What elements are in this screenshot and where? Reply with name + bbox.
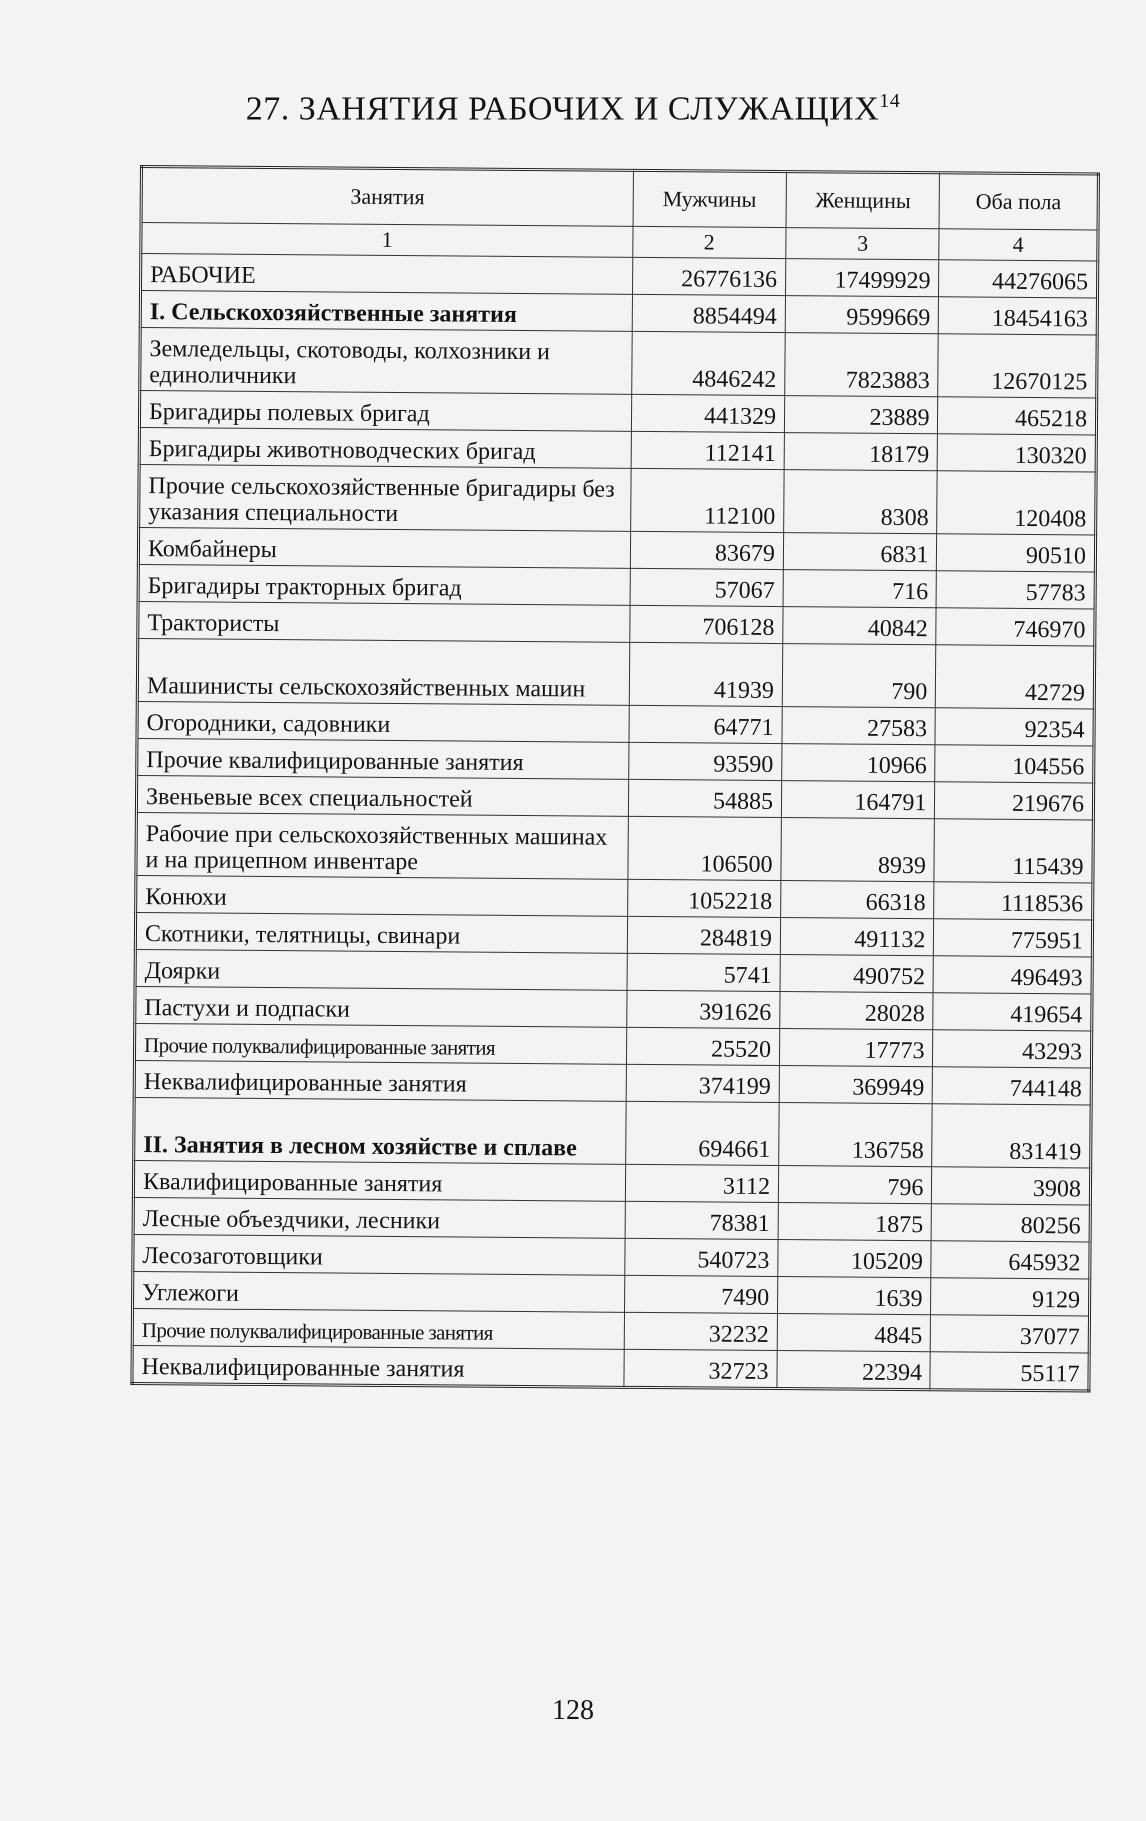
- table-row: [137, 638, 1094, 709]
- row-label: Доярки: [135, 949, 627, 990]
- row-label: Земледельцы, скотоводы, колхозники и единоличники: [140, 328, 632, 395]
- total-value: 44276065: [939, 260, 1098, 298]
- men-value: 26776136: [632, 257, 786, 295]
- men-value: 32232: [624, 1312, 778, 1350]
- table-row: [136, 812, 1093, 883]
- row-label: РАБОЧИЕ: [141, 254, 633, 295]
- total-value: 746970: [936, 608, 1095, 646]
- header-both: Оба пола: [939, 173, 1098, 230]
- total-value: 3908: [932, 1167, 1091, 1205]
- total-value: 57783: [937, 571, 1096, 609]
- women-value: 22394: [777, 1351, 931, 1390]
- total-value: 80256: [932, 1204, 1091, 1242]
- total-value: 775951: [934, 919, 1093, 957]
- women-value: 8308: [784, 470, 938, 534]
- men-value: 706128: [629, 605, 783, 643]
- men-value: 32723: [623, 1349, 777, 1388]
- men-value: 112100: [630, 468, 784, 532]
- table-row: [134, 1097, 1091, 1168]
- total-value: 104556: [935, 745, 1094, 783]
- men-value: 3112: [625, 1164, 779, 1202]
- men-value: 694661: [625, 1101, 779, 1165]
- row-label: Звеньевые всех специальностей: [136, 775, 628, 816]
- column-number: 1: [141, 223, 633, 258]
- men-value: 106500: [627, 816, 781, 880]
- men-value: 391626: [626, 990, 780, 1028]
- women-value: 17773: [779, 1029, 933, 1067]
- women-value: 136758: [779, 1103, 933, 1167]
- row-label: Прочие полуквалифицированные занятия: [132, 1308, 624, 1349]
- total-value: 92354: [935, 708, 1094, 746]
- total-value: 115439: [934, 819, 1093, 883]
- men-value: 7490: [624, 1275, 778, 1313]
- table-row: [139, 465, 1096, 536]
- row-label: Бригадиры полевых бригад: [139, 391, 631, 432]
- footnote-mark: 14: [879, 90, 901, 112]
- page-title: 27. ЗАНЯТИЯ РАБОЧИХ И СЛУЖАЩИХ$^{14}$: [245, 90, 901, 128]
- occupations-table: [130, 165, 1100, 1393]
- column-number: 2: [632, 226, 786, 258]
- row-label: Прочие квалифицированные занятия: [137, 738, 629, 779]
- men-value: 374199: [626, 1064, 780, 1102]
- total-value: 744148: [933, 1067, 1092, 1105]
- row-label: Прочие сельскохозяйственные бригадиры без указания специальности: [139, 465, 631, 532]
- row-label: Прочие полуквалифицированные занятия: [134, 1023, 626, 1064]
- women-value: 105209: [778, 1240, 932, 1278]
- page-number: 128: [552, 1695, 594, 1726]
- row-label: Пастухи и подпаски: [135, 986, 627, 1027]
- total-value: 42729: [936, 645, 1095, 709]
- women-value: 796: [778, 1166, 932, 1204]
- row-label: Неквалифицированные занятия: [134, 1060, 626, 1101]
- women-value: 490752: [780, 955, 934, 993]
- row-label: Конюхи: [136, 875, 628, 916]
- total-value: 120408: [937, 471, 1096, 535]
- women-value: 9599669: [785, 296, 939, 334]
- row-label: Неквалифицированные занятия: [132, 1345, 624, 1387]
- men-value: 25520: [626, 1027, 780, 1065]
- row-label: I. Сельскохозяйственные занятия: [140, 291, 632, 332]
- total-value: 90510: [937, 534, 1096, 572]
- men-value: 540723: [624, 1238, 778, 1276]
- column-number: 4: [939, 229, 1098, 261]
- men-value: 41939: [629, 642, 783, 706]
- total-value: 130320: [938, 434, 1097, 472]
- men-value: 284819: [627, 916, 781, 954]
- total-value: 18454163: [939, 297, 1098, 335]
- row-label: Комбайнеры: [138, 528, 630, 569]
- men-value: 5741: [627, 953, 781, 991]
- women-value: 23889: [784, 396, 938, 434]
- total-value: 419654: [933, 993, 1092, 1031]
- row-label: Рабочие при сельскохозяйственных машинах и на прицепном инвентаре: [136, 812, 628, 879]
- total-value: 465218: [938, 397, 1097, 435]
- total-value: 645932: [931, 1241, 1090, 1279]
- men-value: 83679: [630, 531, 784, 569]
- women-value: 491132: [780, 918, 934, 956]
- total-value: 12670125: [938, 334, 1097, 398]
- women-value: 40842: [783, 607, 937, 645]
- women-value: 18179: [784, 433, 938, 471]
- women-value: 17499929: [785, 259, 939, 297]
- men-value: 441329: [631, 394, 785, 432]
- women-value: 27583: [782, 707, 936, 745]
- column-number: 3: [786, 228, 940, 260]
- men-value: 64771: [629, 705, 783, 743]
- total-value: 831419: [932, 1104, 1091, 1168]
- women-value: 716: [783, 570, 937, 608]
- table-header-row: [141, 167, 1098, 231]
- row-label: II. Занятия в лесном хозяйстве и сплаве: [134, 1097, 626, 1164]
- men-value: 57067: [630, 568, 784, 606]
- men-value: 1052218: [627, 879, 781, 917]
- total-value: 219676: [935, 782, 1094, 820]
- row-label: Квалифицированные занятия: [133, 1160, 625, 1201]
- men-value: 4846242: [631, 331, 785, 395]
- row-label: Лесозаготовщики: [133, 1234, 625, 1275]
- men-value: 8854494: [632, 294, 786, 332]
- men-value: 78381: [625, 1201, 779, 1239]
- women-value: 6831: [783, 533, 937, 571]
- men-value: 112141: [631, 431, 785, 469]
- row-label: Бригадиры тракторных бригад: [138, 564, 630, 605]
- men-value: 54885: [628, 779, 782, 817]
- women-value: 8939: [781, 818, 935, 882]
- women-value: 10966: [782, 744, 936, 782]
- total-value: 9129: [931, 1278, 1090, 1316]
- women-value: 790: [782, 644, 936, 708]
- women-value: 66318: [781, 881, 935, 919]
- row-label: Огородники, садовники: [137, 701, 629, 742]
- row-label: Скотники, телятницы, свинари: [135, 912, 627, 953]
- women-value: 369949: [779, 1066, 933, 1104]
- table-row: [140, 328, 1097, 399]
- table-row: [132, 1345, 1089, 1391]
- row-label: Углежоги: [133, 1271, 625, 1312]
- row-label: Лесные объездчики, лесники: [133, 1197, 625, 1238]
- header-occupations: Занятия: [141, 167, 633, 227]
- total-value: 1118536: [934, 882, 1093, 920]
- women-value: 28028: [780, 992, 934, 1030]
- women-value: 1875: [778, 1203, 932, 1241]
- row-label: Трактористы: [138, 601, 630, 642]
- women-value: 164791: [781, 781, 935, 819]
- total-value: 43293: [933, 1030, 1092, 1068]
- header-women: Женщины: [786, 172, 940, 229]
- women-value: 1639: [777, 1277, 931, 1315]
- total-value: 37077: [931, 1315, 1090, 1353]
- men-value: 93590: [628, 742, 782, 780]
- women-value: 4845: [777, 1314, 931, 1352]
- row-label: Машинисты сельскохозяйственных машин: [137, 638, 629, 705]
- row-label: Бригадиры животноводческих бригад: [139, 428, 631, 469]
- total-value: 55117: [930, 1352, 1089, 1391]
- total-value: 496493: [933, 956, 1092, 994]
- header-men: Мужчины: [633, 170, 787, 227]
- women-value: 7823883: [785, 333, 939, 397]
